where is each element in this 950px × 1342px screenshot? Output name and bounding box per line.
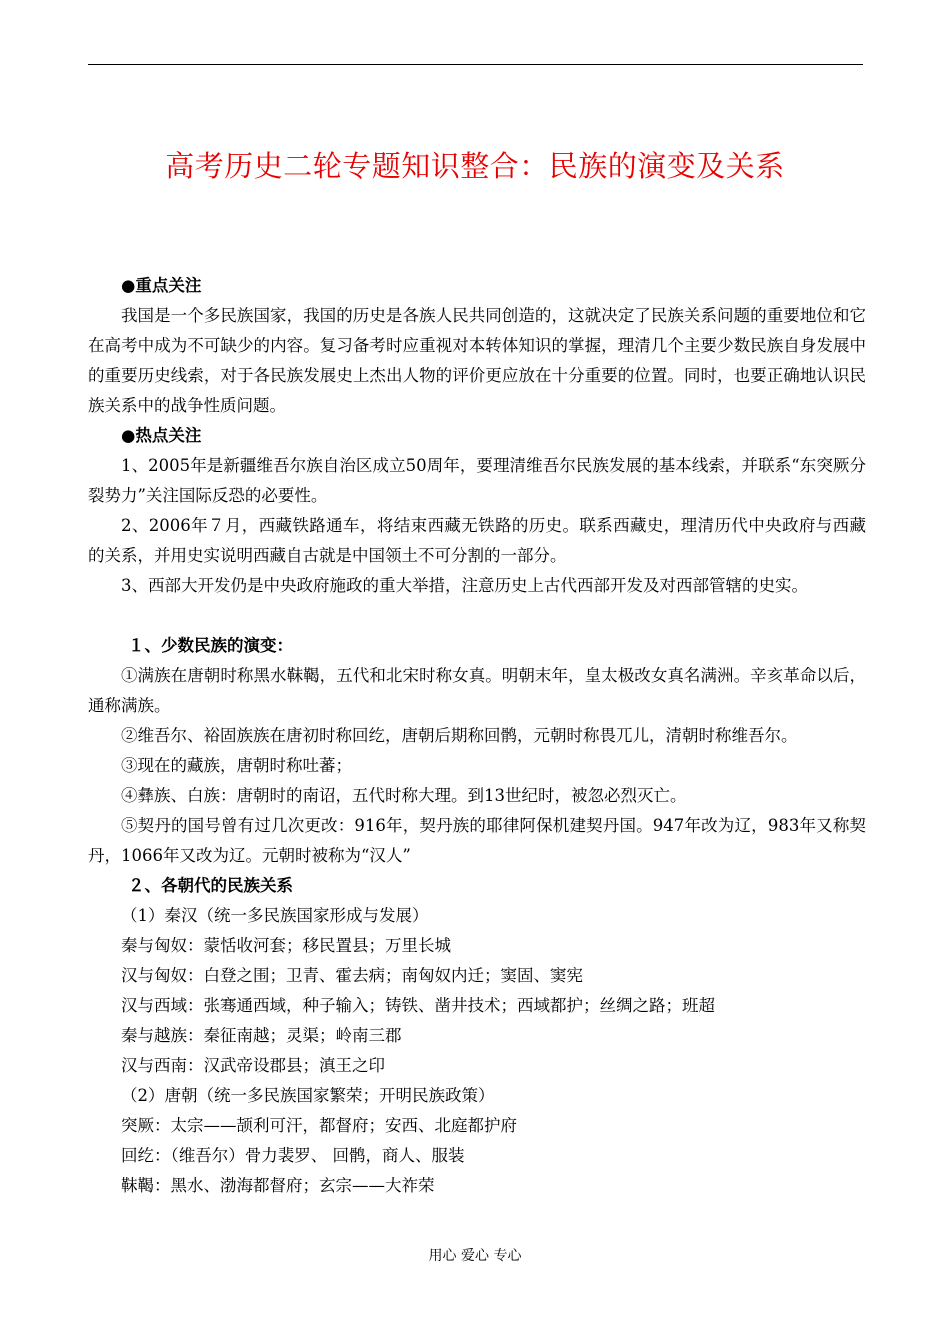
- evolution-item: ⑤契丹的国号曾有过几次更改：916年，契丹族的耶律阿保机建契丹国。947年改为辽，983年又称契丹，1066年又改为辽。元朝时被称为“汉人”: [88, 816, 866, 865]
- relations-heading: ２、各朝代的民族关系: [128, 876, 293, 895]
- qinhan-line: 秦与匈奴：蒙恬收河套；移民置县；万里长城: [121, 936, 451, 955]
- tang-line: 回纥：（维吾尔）骨力裴罗、 回鹘，商人、服装: [121, 1146, 465, 1165]
- tang-line: 靺鞨：黑水、渤海都督府；玄宗——大祚荣: [121, 1176, 435, 1195]
- qinhan-line: 汉与西南：汉武帝设郡县；滇王之印: [121, 1056, 385, 1075]
- page-footer: 用心 爱心 专心: [428, 1248, 522, 1264]
- evolution-heading: １、少数民族的演变：: [128, 636, 293, 655]
- qinhan-line: 汉与西域：张骞通西域，种子输入；铸铁、凿井技术；西域都护；丝绸之路；班超: [121, 996, 715, 1015]
- qinhan-line: 秦与越族：秦征南越；灵渠；岭南三郡: [121, 1026, 402, 1045]
- hot-focus-item: 1、2005年是新疆维吾尔族自治区成立50周年，要理清维吾尔民族发展的基本线索，并联系“东突厥分裂势力”关注国际反恐的必要性。: [88, 456, 866, 505]
- hot-focus-item: 2、2006年７月，西藏铁路通车，将结束西藏无铁路的历史。联系西藏史，理清历代中央政府与西藏的关系，并用史实说明西藏自古就是中国领土不可分割的一部分。: [88, 516, 866, 565]
- hot-focus-item: 3、西部大开发仍是中央政府施政的重大举措，注意历史上古代西部开发及对西部管辖的史实。: [121, 576, 808, 595]
- key-focus-paragraph: 我国是一个多民族国家，我国的历史是各族人民共同创造的，这就决定了民族关系问题的重要地位和它在高考中成为不可缺少的内容。复习备考时应重视对本转体知识的掌握，理清几个主要少数民族自身发展中的重要历史线索，对于各民族发展史上杰出人物的评价更应放在十分重要的位置。同时，也要正确地认识民族关系中的战争性质问题。: [88, 306, 866, 415]
- key-focus-heading: ●重点关注: [121, 276, 202, 295]
- tang-subheading: （2）唐朝（统一多民族国家繁荣；开明民族政策）: [121, 1086, 495, 1105]
- evolution-item: ④彝族、白族：唐朝时的南诏，五代时称大理。到13世纪时，被忽必烈灭亡。: [121, 786, 687, 805]
- qinhan-subheading: （1）秦汉（统一多民族国家形成与发展）: [121, 906, 429, 925]
- header-rule: [88, 64, 863, 65]
- section-spacer: [88, 601, 866, 631]
- document-body: [88, 271, 866, 1201]
- qinhan-line: 汉与匈奴：白登之围；卫青、霍去病；南匈奴内迁；窦固、窦宪: [121, 966, 583, 985]
- document-title: 高考历史二轮专题知识整合：民族的演变及关系: [165, 149, 785, 183]
- hot-focus-heading: ●热点关注: [121, 426, 202, 445]
- evolution-item: ③现在的藏族，唐朝时称吐蕃；: [121, 756, 352, 775]
- evolution-item: ①满族在唐朝时称黑水靺鞨，五代和北宋时称女真。明朝末年，皇太极改女真名满洲。辛亥革命以后，通称满族。: [88, 666, 866, 715]
- tang-line: 突厥：太宗——颉利可汗，都督府；安西、北庭都护府: [121, 1116, 517, 1135]
- evolution-item: ②维吾尔、裕固族族在唐初时称回纥，唐朝后期称回鹘，元朝时称畏兀儿，清朝时称维吾尔。: [121, 726, 798, 745]
